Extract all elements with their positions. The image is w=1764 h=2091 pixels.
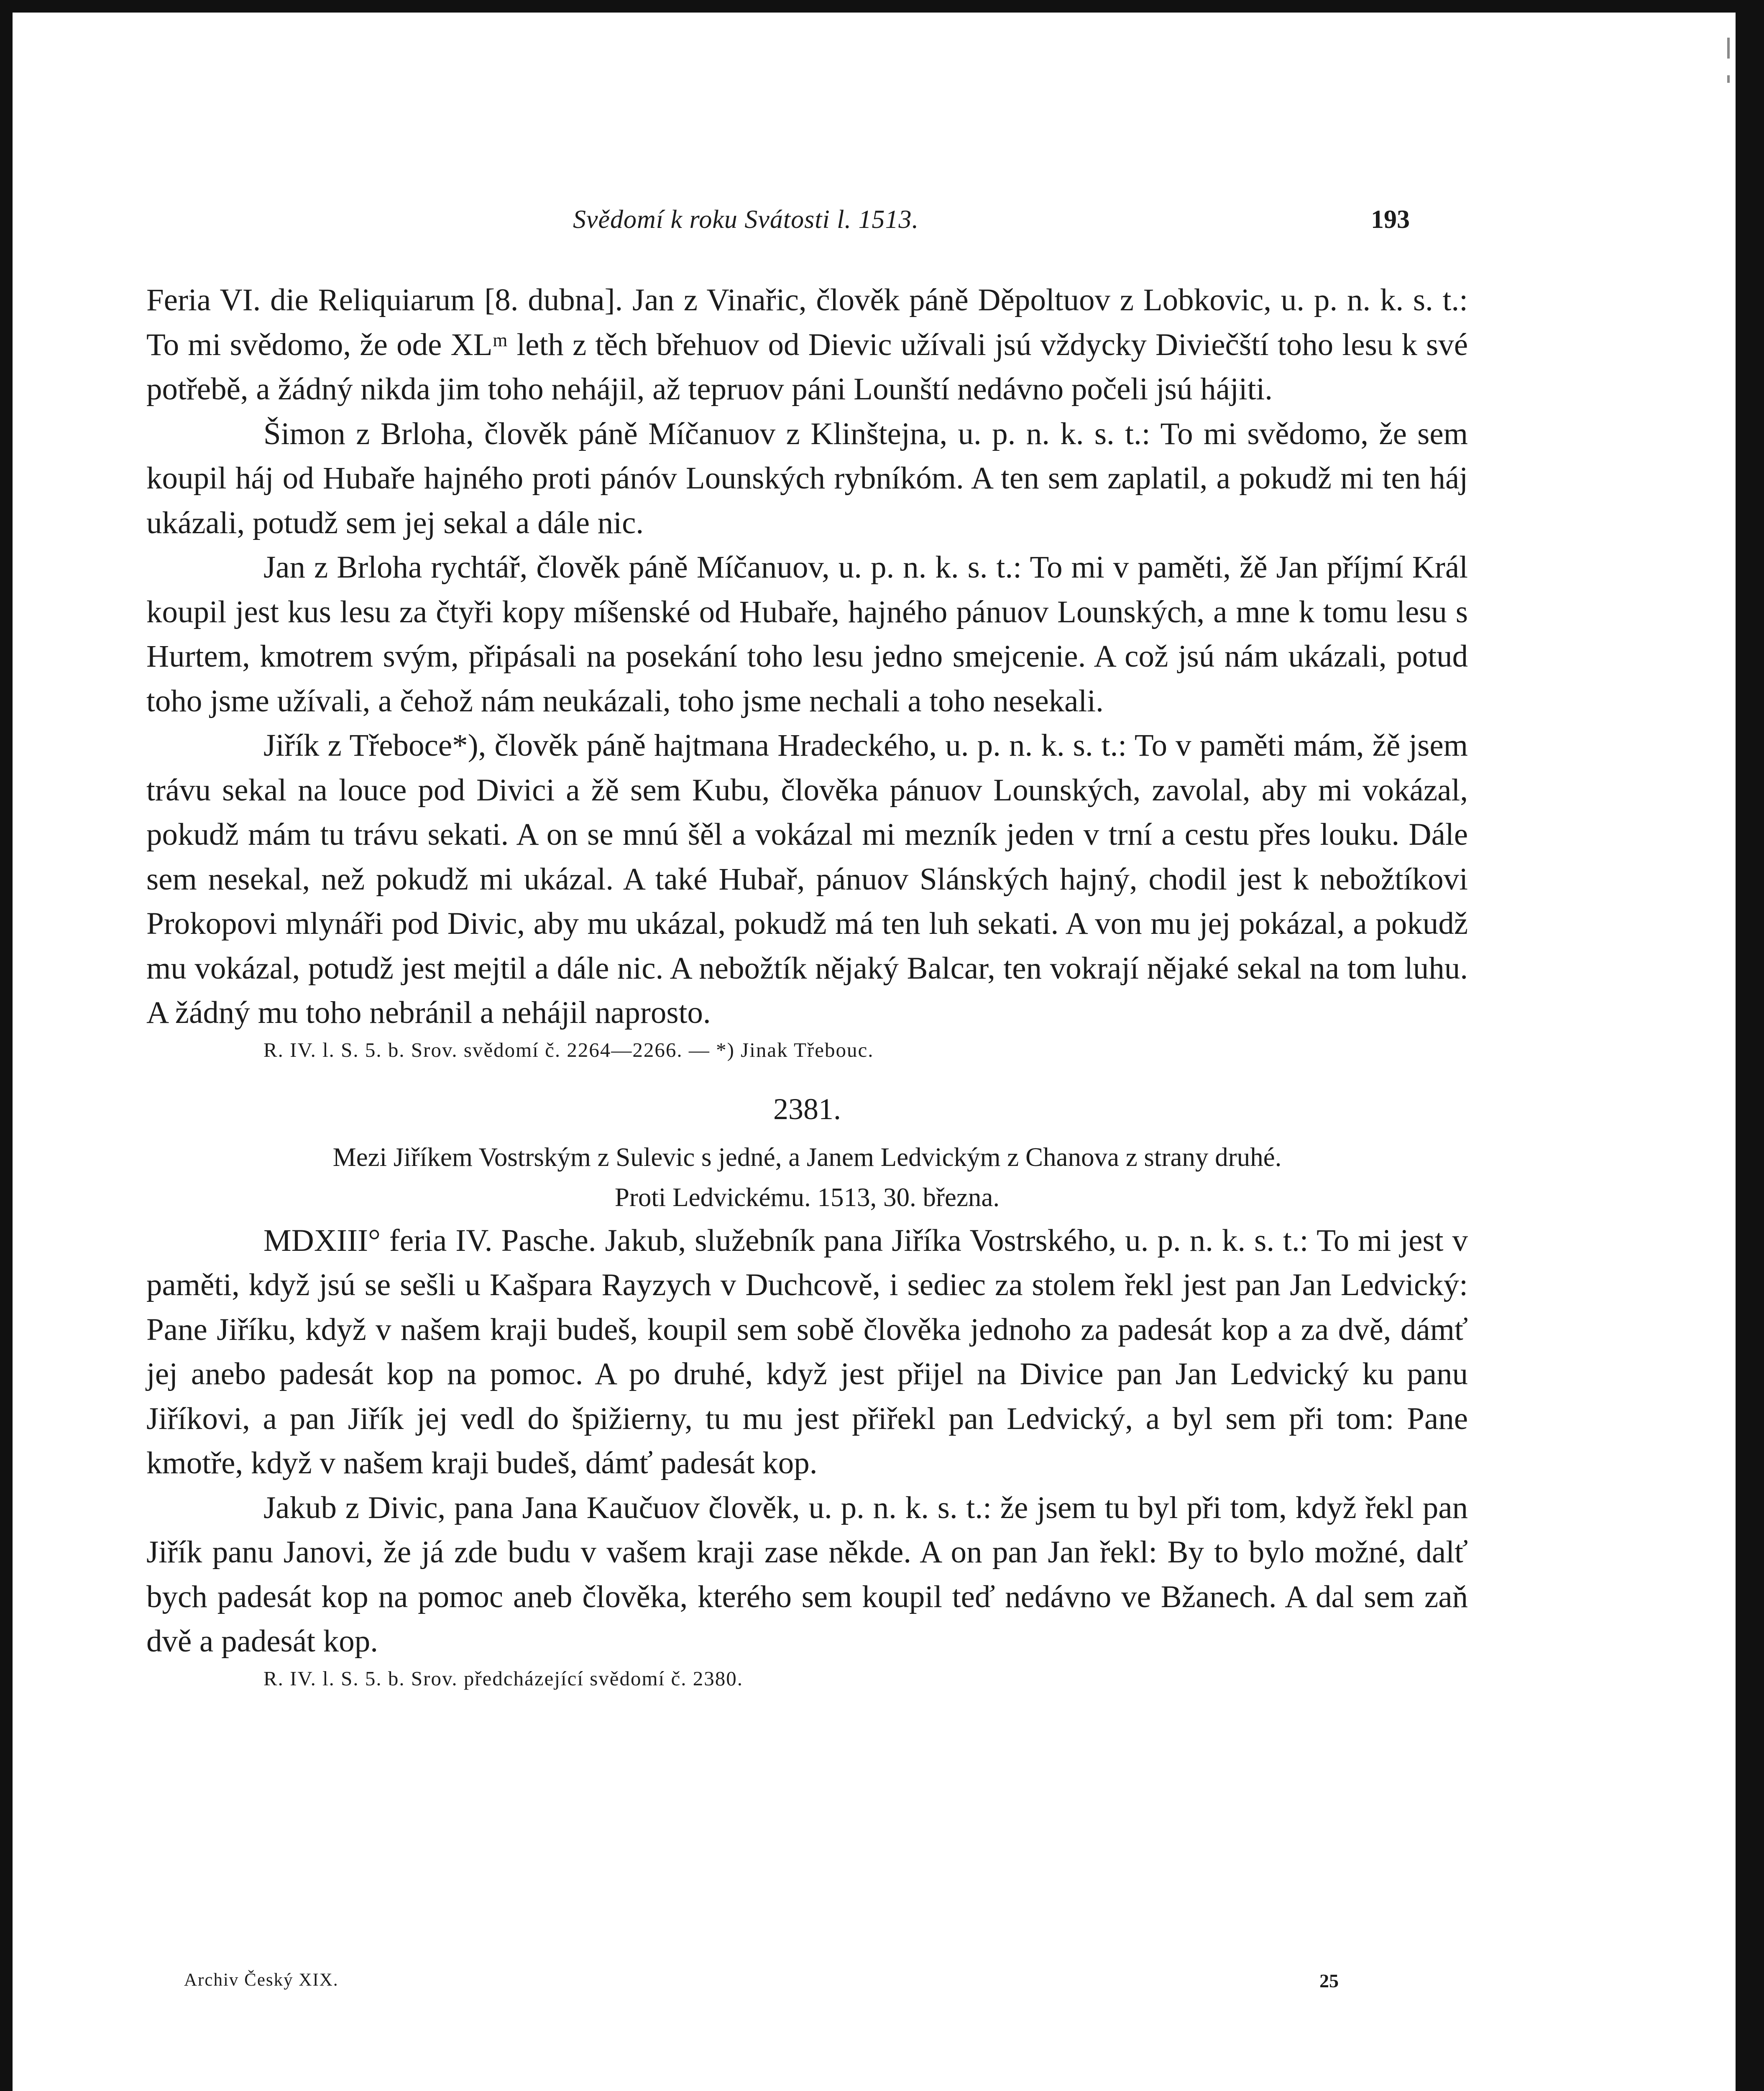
scan-edge-mark: [1727, 38, 1730, 59]
testimony-paragraph: Feria VI. die Reliquiarum [8. dubna]. Jan z Vinařic, člověk páně Děpoltuov z Lobkovic, u. p. n. k. s. t.: To mi svědomo, že ode XLᵐ leth z těch břehuov od Dievic užívali jsú vždycky Diviečští toho lesu k své potřebě, a žádný nikda jim toho nehájil, až tepruov páni Lounští nedávno počeli jsú hájiti.: [146, 283, 1468, 406]
running-header: [13, 205, 1736, 247]
document-body: [146, 278, 1468, 1693]
document-page: [13, 13, 1736, 2091]
sheet-number: 25: [1319, 1970, 1339, 1991]
document-heading: Mezi Jiříkem Vostrským z Sulevic s jedné, a Janem Ledvickým z Chanova z strany druhé.: [332, 1142, 1282, 1172]
testimony-paragraph: Šimon z Brloha, člověk páně Míčanuov z Klinštejna, u. p. n. k. s. t.: To mi svědomo, že sem koupil háj od Hubaře hajného proti pánóv Lounských rybníkóm. A ten sem zaplatil, a pokudž mi ten háj ukázali, potudž sem jej sekal a dále nic.: [146, 416, 1468, 540]
running-title: Svědomí k roku Svátosti l. 1513.: [573, 205, 919, 234]
testimony-paragraph: Jakub z Divic, pana Jana Kaučuov člověk, u. p. n. k. s. t.: že jsem tu byl při tom, když řekl pan Jiřík panu Janovi, že já zde budu v vašem kraji zase někde. A on pan Jan řekl: By to bylo možné, dalť bych padesát kop na pomoc aneb člověka, kterého sem koupil teď nedávno ve Bžanech. A dal sem zaň dvě a padesát kop.: [146, 1490, 1468, 1659]
printer-signature: Archiv Český XIX.: [184, 1970, 339, 1990]
document-number: 2381.: [773, 1092, 841, 1126]
document-date: Proti Ledvickému. 1513, 30. března.: [614, 1182, 1000, 1212]
scan-edge-mark: [1727, 75, 1730, 83]
page-footer: [13, 1970, 1736, 2003]
source-note: R. IV. l. S. 5. b. Srov. předcházející svědomí č. 2380.: [263, 1667, 744, 1690]
testimony-paragraph: MDXIII° feria IV. Pasche. Jakub, služebník pana Jiříka Vostrského, u. p. n. k. s. t.: To mi jest v paměti, když jsú se sešli u Kašpara Rayzych v Duchcově, i sediec za stolem řekl jest pan Jan Ledvický: Pane Jiříku, když v našem kraji budeš, koupil sem sobě člověka jednoho za padesát kop a za dvě, dámť jej anebo padesát kop na pomoc. A po druhé, když jest přijel na Divice pan Jan Ledvický ku panu Jiříkovi, a pan Jiřík jej vedl do špižierny, tu mu jest přiřekl pan Ledvický, a byl sem při tom: Pane kmotře, když v našem kraji budeš, dámť padesát kop.: [146, 1223, 1468, 1480]
page-number: 193: [1371, 205, 1410, 234]
testimony-paragraph: Jiřík z Třeboce*), člověk páně hajtmana Hradeckého, u. p. n. k. s. t.: To v paměti mám, žě jsem trávu sekal na louce pod Divici a žě sem Kubu, člověka pánuov Lounských, zavolal, aby mi vokázal, pokudž mám tu trávu sekati. A on se mnú šěl a vokázal mi mezník jeden v trní a cestu přes louku. Dále sem nesekal, než pokudž mi ukázal. A také Hubař, pánuov Slánských hajný, chodil jest k nebožtíkovi Prokopovi mlynáři pod Divic, aby mu ukázal, pokudž má ten luh sekati. A von mu jej pokázal, a pokudž mu vokázal, potudž jest mejtil a dále nic. A nebožtík nějaký Balcar, ten vokrají nějaké sekal na tom luhu. A žádný mu toho nebránil a nehájil naprosto.: [146, 728, 1468, 1030]
testimony-paragraph: Jan z Brloha rychtář, člověk páně Míčanuov, u. p. n. k. s. t.: To mi v paměti, žě Jan příjmí Král koupil jest kus lesu za čtyři kopy míšenské od Hubaře, hajného pánuov Lounských, a mne k tomu lesu s Hurtem, kmotrem svým, připásali na posekání toho lesu jedno smejcenie. A což jsú nám ukázali, potud toho jsme užívali, a čehož nám neukázali, toho jsme nechali a toho nesekali.: [146, 550, 1468, 718]
source-note: R. IV. l. S. 5. b. Srov. svědomí č. 2264—2266. — *) Jinak Třebouc.: [263, 1038, 874, 1061]
